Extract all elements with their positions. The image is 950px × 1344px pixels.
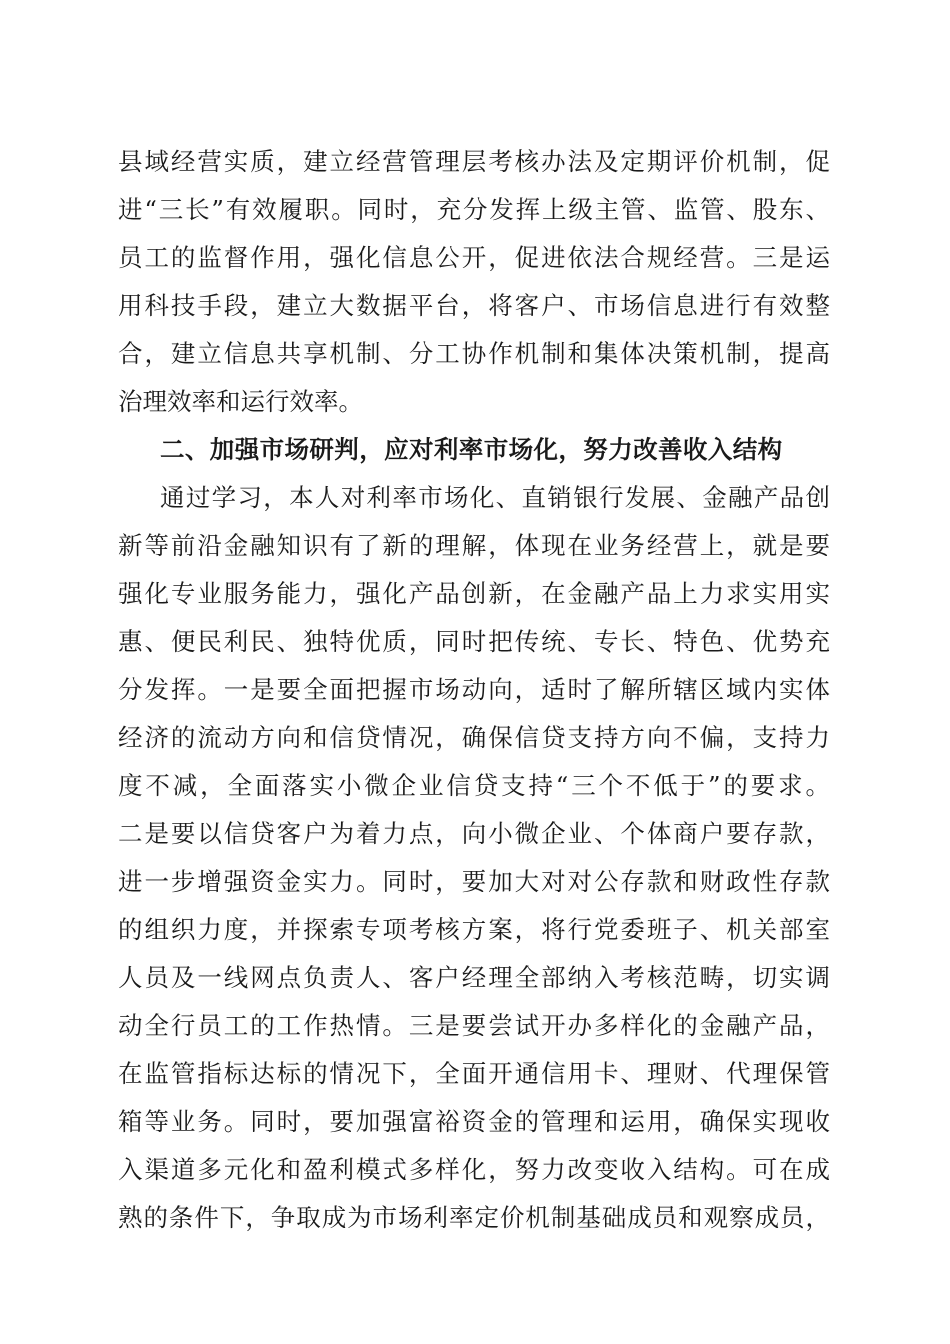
- text-line-8: 通过学习，本人对利率市场化、直销银行发展、金融产品创: [160, 483, 830, 512]
- text-line-23: 熟的条件下，争取成为市场利率定价机制基础成员和观察成员，: [118, 1203, 830, 1232]
- text-line-6: 治理效率和运行效率。: [118, 387, 363, 416]
- text-line-22: 入渠道多元化和盈利模式多样化，努力改变收入结构。可在成: [118, 1155, 830, 1184]
- text-line-11: 惠、便民利民、独特优质，同时把传统、专长、特色、优势充: [118, 627, 830, 656]
- text-line-5: 合，建立信息共享机制、分工协作机制和集体决策机制，提高: [118, 339, 830, 368]
- text-line-1: 县域经营实质，建立经营管理层考核办法及定期评价机制，促: [118, 147, 830, 176]
- text-line-18: 人员及一线网点负责人、客户经理全部纳入考核范畴，切实调: [118, 963, 830, 992]
- text-line-10: 强化专业服务能力，强化产品创新，在金融产品上力求实用实: [118, 579, 830, 608]
- text-line-17: 的组织力度，并探索专项考核方案，将行党委班子、机关部室: [118, 915, 830, 944]
- text-line-9: 新等前沿金融知识有了新的理解，体现在业务经营上，就是要: [118, 531, 830, 560]
- text-line-12: 分发挥。一是要全面把握市场动向，适时了解所辖区域内实体: [118, 675, 830, 704]
- text-line-13: 经济的流动方向和信贷情况，确保信贷支持方向不偏，支持力: [118, 723, 830, 752]
- text-line-15: 二是要以信贷客户为着力点，向小微企业、个体商户要存款，: [118, 819, 830, 848]
- text-line-16: 进一步增强资金实力。同时，要加大对对公存款和财政性存款: [118, 867, 830, 896]
- text-line-4: 用科技手段，建立大数据平台，将客户、市场信息进行有效整: [118, 291, 830, 320]
- section-heading: 二、加强市场研判，应对利率市场化，努力改善收入结构: [160, 435, 783, 464]
- text-line-2: 进“三长”有效履职。同时，充分发挥上级主管、监管、股东、: [118, 195, 830, 224]
- text-line-20: 在监管指标达标的情况下，全面开通信用卡、理财、代理保管: [118, 1059, 830, 1088]
- text-line-3: 员工的监督作用，强化信息公开，促进依法合规经营。三是运: [118, 243, 830, 272]
- text-line-21: 箱等业务。同时，要加强富裕资金的管理和运用，确保实现收: [118, 1107, 830, 1136]
- text-line-19: 动全行员工的工作热情。三是要尝试开办多样化的金融产品，: [118, 1011, 830, 1040]
- text-line-14: 度不减，全面落实小微企业信贷支持“三个不低于”的要求。: [118, 771, 830, 800]
